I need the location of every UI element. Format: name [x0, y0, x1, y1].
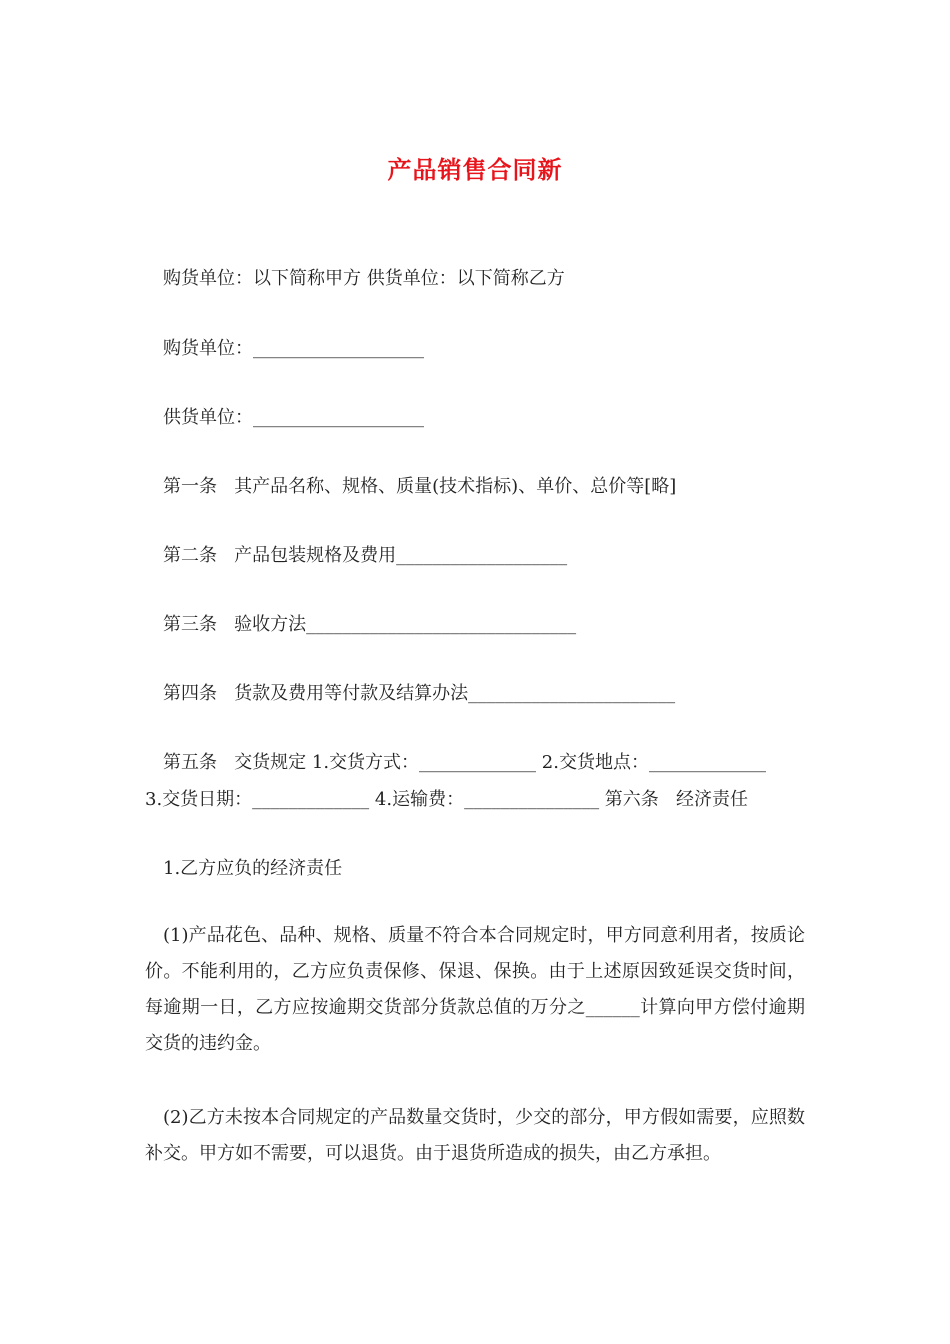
document-title: 产品销售合同新: [387, 155, 563, 184]
article-3: 第三条 验收方法______________________________: [163, 614, 577, 635]
paragraph-1: (1)产品花色、品种、规格、质量不符合本合同规定时，甲方同意利用者，按质论价。不能利用的，乙方应负责保修、保退、保换。由于上述原因致延误交货时间，每逾期一日，乙方应按逾期交货部分货款总值的万分之______计算向甲方偿付逾期交货的违约金。: [145, 925, 805, 1054]
buyer-line: 购货单位：___________________: [163, 338, 424, 359]
parties-intro: 购货单位：以下简称甲方 供货单位：以下简称乙方: [163, 268, 565, 289]
article-5-line-2: 3.交货日期：_____________ 4.运输费：_______________ 第六条 经济责任: [145, 789, 748, 810]
article-5-line-1: 第五条 交货规定 1.交货方式：_____________ 2.交货地点：_____________: [163, 752, 766, 773]
article-2: 第二条 产品包装规格及费用___________________: [163, 545, 568, 566]
article-4: 第四条 货款及费用等付款及结算办法_______________________: [163, 683, 676, 704]
article-1: 第一条 其产品名称、规格、质量(技术指标)、单价、总价等[略]: [163, 476, 677, 497]
paragraph-2: (2)乙方未按本合同规定的产品数量交货时，少交的部分，甲方假如需要，应照数补交。甲方如不需要，可以退货。由于退货所造成的损失，由乙方承担。: [145, 1107, 805, 1164]
section-1-heading: 1.乙方应负的经济责任: [163, 858, 343, 879]
supplier-line: 供货单位：___________________: [163, 407, 424, 428]
